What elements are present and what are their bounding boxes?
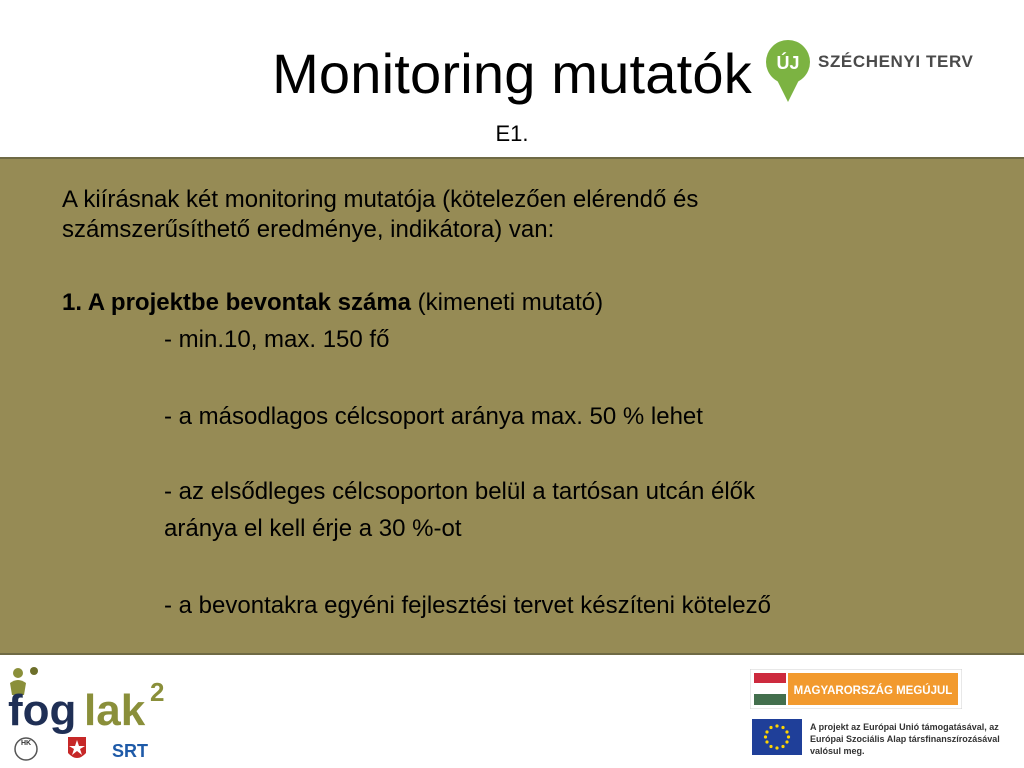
magyarorszag-megujul-banner bbox=[750, 669, 962, 709]
partner-hk: HK bbox=[20, 740, 32, 747]
slide-title: Monitoring mutatók bbox=[272, 42, 752, 105]
banner-text: MAGYARORSZÁG MEGÚJUL bbox=[793, 685, 953, 697]
slide-footer bbox=[0, 655, 1024, 768]
bullet-item: - a másodlagos célcsoport aránya max. 50 % lehet bbox=[164, 403, 703, 430]
map-pin-icon bbox=[762, 38, 814, 104]
bullet-item-continuation: aránya el kell érje a 30 %-ot bbox=[164, 515, 462, 542]
szechenyi-terv-logo bbox=[762, 38, 1002, 110]
indicator-type: (kimeneti mutató) bbox=[411, 289, 604, 316]
logo-brand-text: SZÉCHENYI TERV bbox=[818, 52, 974, 71]
foglak-word-b: lak bbox=[84, 686, 146, 735]
intro-paragraph bbox=[62, 185, 698, 245]
bullet-item: - a bevontakra egyéni fejlesztési tervet készíteni kötelező bbox=[164, 592, 771, 619]
slide-body bbox=[0, 157, 1024, 655]
intro-line: számszerűsíthető eredménye, indikátora) van: bbox=[62, 216, 555, 243]
logo-prefix: ÚJ bbox=[776, 53, 800, 73]
intro-line: A kiírásnak két monitoring mutatója (kötelezően elérendő és bbox=[62, 186, 699, 213]
indicator-heading bbox=[62, 288, 603, 318]
bullet-item: - az elsődleges célcsoporton belül a tartósan utcán élők bbox=[164, 478, 756, 505]
partner-srt: SRT bbox=[112, 741, 148, 761]
bullet-item: - min.10, max. 150 fő bbox=[164, 326, 390, 353]
indicator-title: 1. A projektbe bevontak száma bbox=[62, 289, 412, 316]
slide-header bbox=[0, 0, 1024, 157]
slide-subtitle: E1. bbox=[495, 121, 529, 146]
eu-funding-note: A projekt az Európai Unió támogatásával, az Európai Szociális Alap társfinanszírozásával valósul meg. bbox=[810, 722, 1000, 756]
foglak-logo bbox=[4, 661, 174, 765]
foglak-word-a: fog bbox=[8, 686, 77, 735]
foglak-superscript: 2 bbox=[150, 677, 165, 707]
